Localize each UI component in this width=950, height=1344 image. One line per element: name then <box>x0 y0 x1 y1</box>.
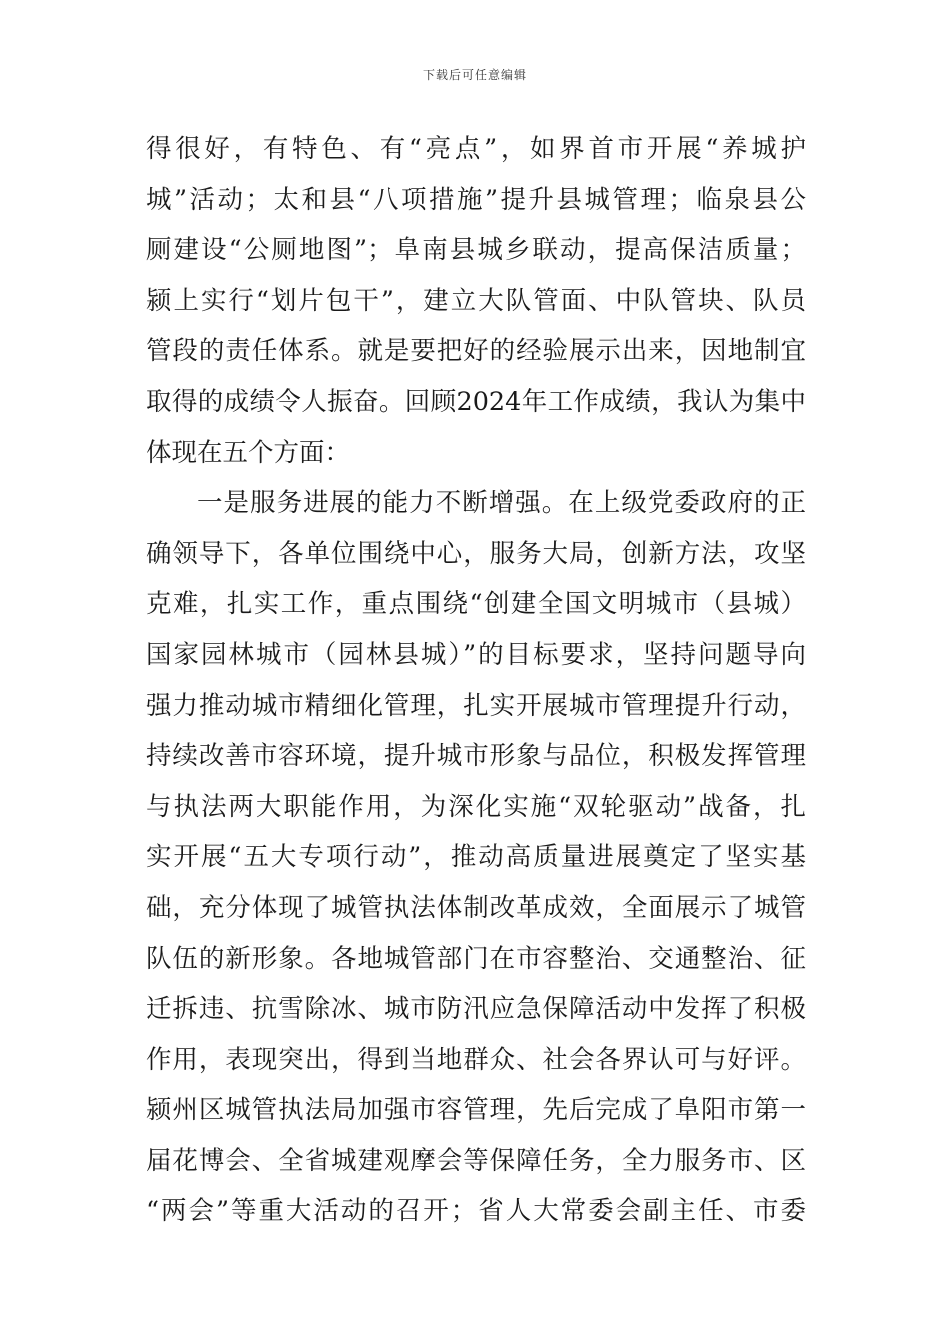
text-line: 颍上实行“划片包干”，建立大队管面、中队管块、队员 <box>146 285 806 316</box>
paragraph-1 <box>146 124 806 478</box>
text-line: 管段的责任体系。就是要把好的经验展示出来，因地制宜 <box>146 336 806 367</box>
text-line: 厕建设“公厕地图”；阜南县城乡联动，提高保洁质量； <box>146 235 806 266</box>
text-line: 体现在五个方面： <box>146 437 351 468</box>
text-line: 持续改善市容环境，提升城市形象与品位，积极发挥管理 <box>146 741 806 772</box>
text-line: “两会”等重大活动的召开；省人大常委会副主任、市委 <box>146 1196 806 1227</box>
text-line: 国家园林城市（园林县城）”的目标要求，坚持问题导向 <box>146 639 806 670</box>
text-line: 迁拆违、抗雪除冰、城市防汛应急保障活动中发挥了积极 <box>146 994 806 1025</box>
text-line: 城”活动；太和县“八项措施”提升县城管理；临泉县公 <box>146 184 806 215</box>
text-line: 与执法两大职能作用，为深化实施“双轮驱动”战备，扎 <box>146 791 806 822</box>
text-line: 作用，表现突出，得到当地群众、社会各界认可与好评。 <box>146 1044 806 1075</box>
text-line: 实开展“五大专项行动”，推动高质量进展奠定了坚实基 <box>146 842 806 873</box>
header-note: 下载后可任意编辑 <box>422 68 527 82</box>
text-line: 得很好，有特色、有“亮点”，如界首市开展“养城护 <box>146 134 806 164</box>
text-line: 强力推动城市精细化管理，扎实开展城市管理提升行动， <box>146 690 806 721</box>
document-body <box>146 124 806 1237</box>
paragraph-2 <box>146 478 806 1237</box>
text-line: 颍州区城管执法局加强市容管理，先后完成了阜阳市第一 <box>146 1095 806 1126</box>
text-line: 础，充分体现了城管执法体制改革成效，全面展示了城管 <box>146 892 806 923</box>
text-line: 一是服务进展的能力不断增强。在上级党委政府的正 <box>197 488 806 519</box>
text-line: 队伍的新形象。各地城管部门在市容整治、交通整治、征 <box>146 943 806 974</box>
text-line: 克难，扎实工作，重点围绕“创建全国文明城市（县城） <box>146 589 806 620</box>
text-line: 届花博会、全省城建观摩会等保障任务，全力服务市、区 <box>146 1145 806 1176</box>
text-line: 确领导下，各单位围绕中心，服务大局，创新方法，攻坚 <box>146 538 806 569</box>
text-line: 取得的成绩令人振奋。回顾2024年工作成绩，我认为集中 <box>146 386 806 417</box>
